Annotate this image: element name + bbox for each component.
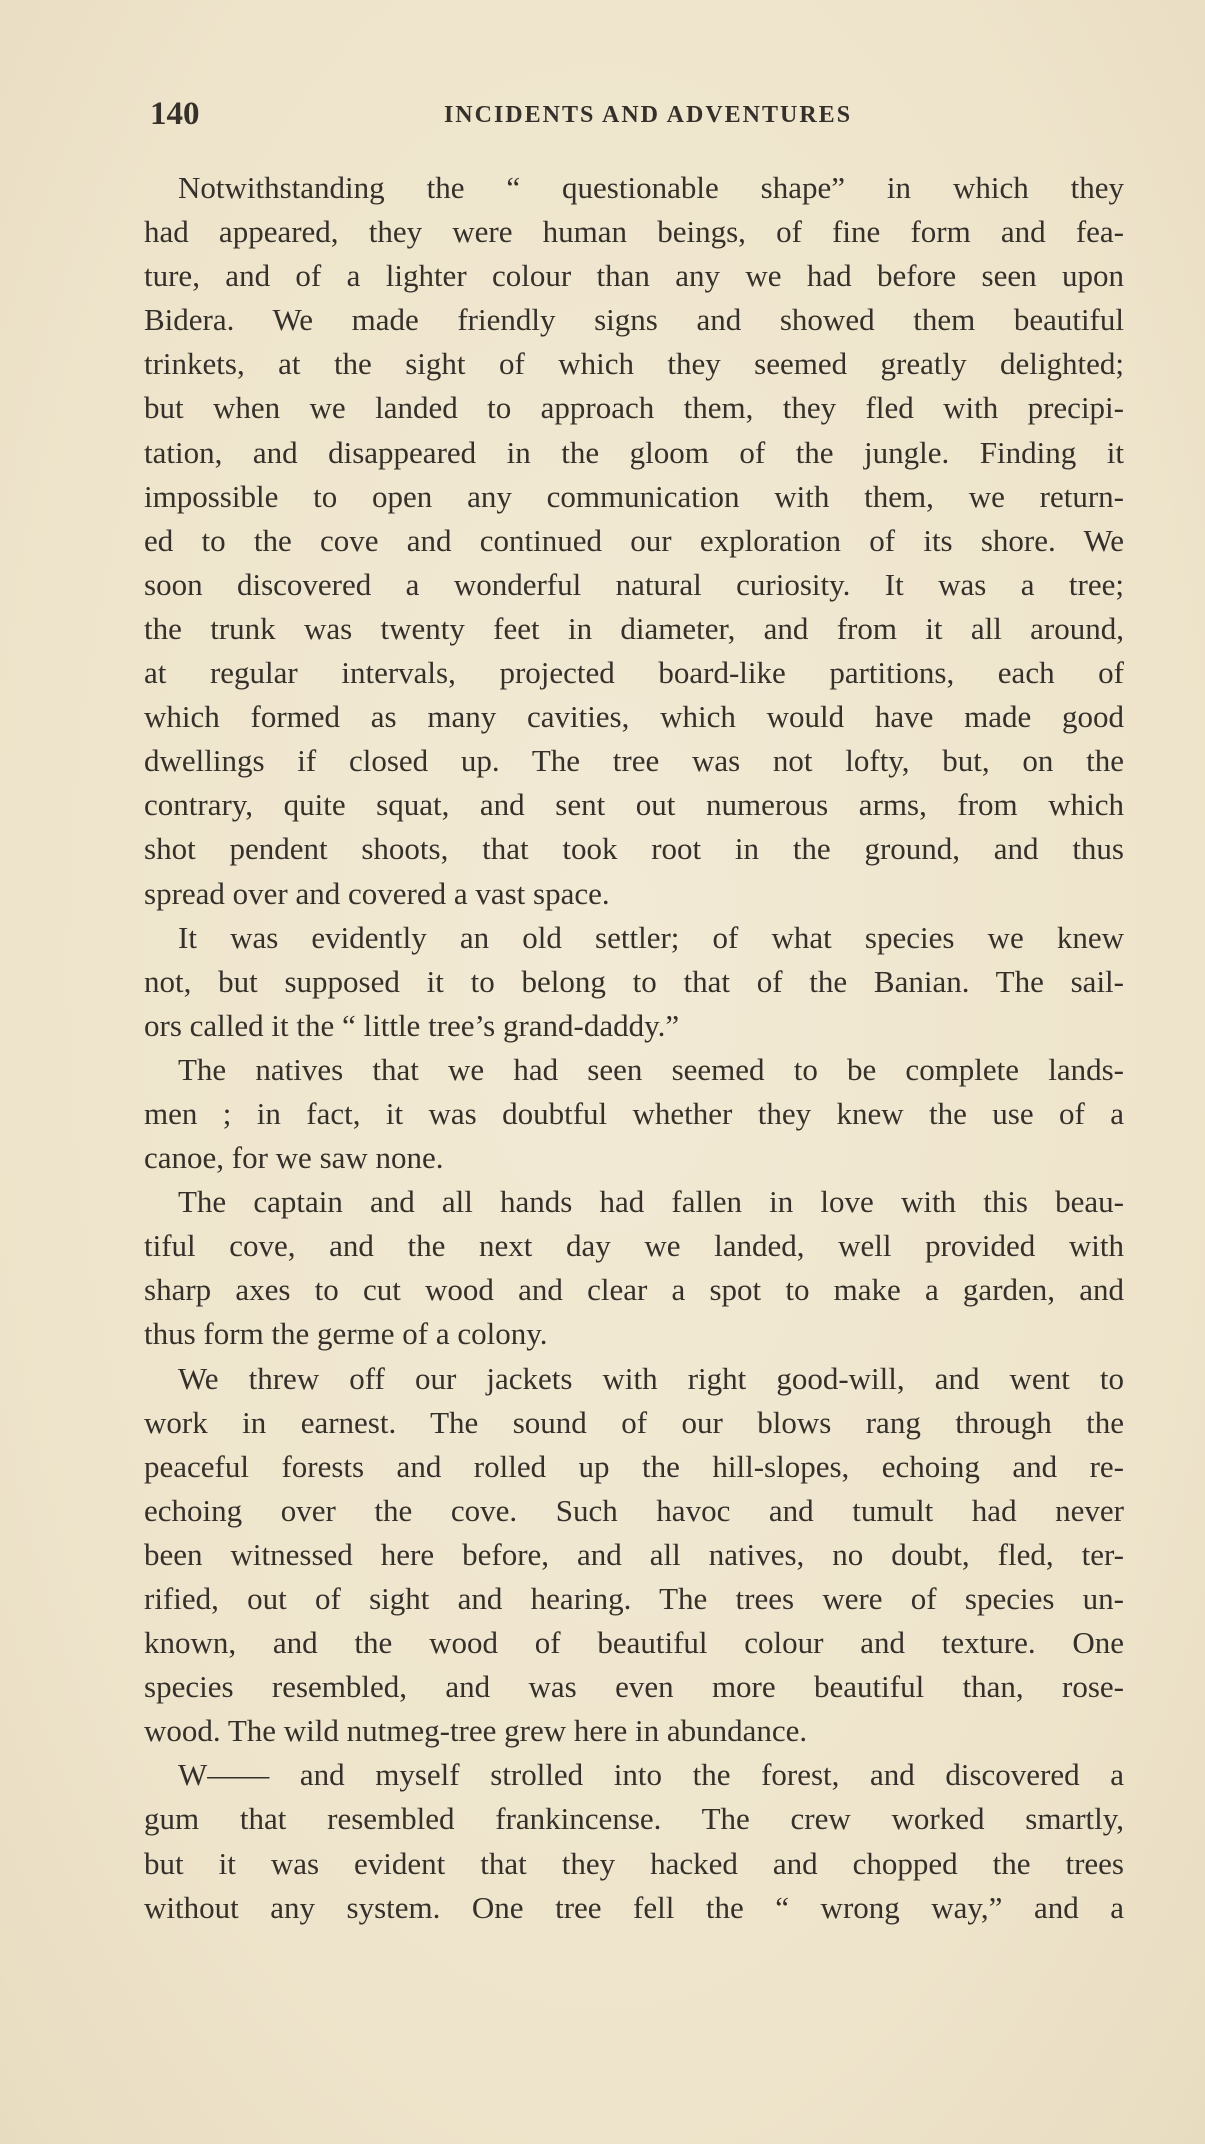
text-line bbox=[144, 1268, 1124, 1312]
text-line-content: without any system. One tree fell the “ wrong way,” and a bbox=[144, 1889, 1124, 1925]
text-line-content: shot pendent shoots, that took root in the ground, and thus bbox=[144, 831, 1124, 867]
page-number: 140 bbox=[150, 96, 200, 132]
text-line bbox=[144, 431, 1124, 475]
text-line-content: sharp axes to cut wood and clear a spot to make a garden, and bbox=[144, 1272, 1124, 1308]
text-line-content: echoing over the cove. Such havoc and tumult had never bbox=[144, 1492, 1124, 1528]
text-line bbox=[144, 1004, 1124, 1048]
text-line bbox=[144, 1621, 1124, 1665]
text-line bbox=[144, 210, 1124, 254]
text-line bbox=[144, 1665, 1124, 1709]
text-line-content: rified, out of sight and hearing. The trees were of species un- bbox=[144, 1581, 1124, 1616]
text-line bbox=[144, 475, 1124, 519]
text-line bbox=[144, 651, 1124, 695]
text-line-content: but when we landed to approach them, they fled with precipi- bbox=[144, 390, 1124, 426]
text-line-content: We threw off our jackets with right good-will, and went to bbox=[178, 1360, 1124, 1396]
text-line-content: ors called it the “ little tree’s grand-daddy.” bbox=[144, 1007, 680, 1043]
text-line-content: It was evidently an old settler; of what species we knew bbox=[178, 919, 1124, 955]
text-line bbox=[144, 1092, 1124, 1136]
text-line-content: tation, and disappeared in the gloom of the jungle. Finding it bbox=[144, 434, 1124, 470]
text-line bbox=[144, 1533, 1124, 1577]
text-line bbox=[144, 563, 1124, 607]
text-line bbox=[144, 960, 1124, 1004]
text-line-content: W—— and myself strolled into the forest, and discovered a bbox=[178, 1757, 1124, 1793]
text-line bbox=[144, 695, 1124, 739]
page-header bbox=[150, 96, 1126, 140]
text-line bbox=[144, 254, 1124, 298]
text-line bbox=[144, 1136, 1124, 1180]
text-line bbox=[144, 386, 1124, 430]
text-line bbox=[144, 1180, 1124, 1224]
text-line-content: soon discovered a wonderful natural curiosity. It was a tree; bbox=[144, 566, 1124, 602]
text-line bbox=[144, 342, 1124, 386]
text-line-content: the trunk was twenty feet in diameter, and from it all around, bbox=[144, 610, 1124, 646]
text-line-content: gum that resembled frankincense. The crew worked smartly, bbox=[144, 1801, 1124, 1837]
text-line-content: ture, and of a lighter colour than any we had before seen upon bbox=[144, 258, 1124, 294]
text-line bbox=[144, 298, 1124, 342]
text-line bbox=[144, 1797, 1124, 1841]
text-line-content: which formed as many cavities, which would have made good bbox=[144, 699, 1124, 735]
text-line bbox=[144, 607, 1124, 651]
text-line bbox=[144, 1489, 1124, 1533]
body-text bbox=[144, 166, 1124, 1930]
text-line bbox=[144, 1709, 1124, 1753]
text-line-content: canoe, for we saw none. bbox=[144, 1140, 444, 1176]
text-line bbox=[144, 1753, 1124, 1797]
text-line bbox=[144, 916, 1124, 960]
text-line-content: thus form the germe of a colony. bbox=[144, 1316, 548, 1352]
text-line-content: The captain and all hands had fallen in love with this beau- bbox=[178, 1184, 1124, 1220]
text-line bbox=[144, 1886, 1124, 1930]
text-line bbox=[144, 1842, 1124, 1886]
text-line-content: not, but supposed it to belong to that of the Banian. The sail- bbox=[144, 963, 1124, 999]
running-title: INCIDENTS AND ADVENTURES bbox=[443, 102, 853, 128]
text-line bbox=[144, 166, 1124, 210]
text-line-content: been witnessed here before, and all natives, no doubt, fled, ter- bbox=[144, 1536, 1124, 1572]
text-line-content: ed to the cove and continued our exploration of its shore. We bbox=[144, 522, 1124, 558]
text-line-content: at regular intervals, projected board-like partitions, each of bbox=[144, 655, 1124, 691]
text-line-content: had appeared, they were human beings, of fine form and fea- bbox=[144, 214, 1124, 250]
text-line bbox=[144, 1224, 1124, 1268]
text-line-content: The natives that we had seen seemed to be complete lands- bbox=[178, 1051, 1124, 1087]
text-line bbox=[144, 783, 1124, 827]
text-line bbox=[144, 1357, 1124, 1401]
text-line bbox=[144, 739, 1124, 783]
text-line bbox=[144, 827, 1124, 871]
text-line-content: contrary, quite squat, and sent out numerous arms, from which bbox=[144, 787, 1124, 823]
text-line-content: tiful cove, and the next day we landed, well provided with bbox=[144, 1228, 1124, 1264]
text-line-content: dwellings if closed up. The tree was not lofty, but, on the bbox=[144, 743, 1124, 779]
text-line-content: species resembled, and was even more beautiful than, rose- bbox=[144, 1669, 1124, 1705]
text-line-content: but it was evident that they hacked and chopped the trees bbox=[144, 1845, 1124, 1881]
text-line bbox=[144, 1401, 1124, 1445]
text-line bbox=[144, 872, 1124, 916]
text-line-content: spread over and covered a vast space. bbox=[144, 875, 610, 911]
text-line-content: impossible to open any communication with them, we return- bbox=[144, 478, 1124, 514]
text-line-content: Notwithstanding the “ questionable shape” in which they bbox=[178, 170, 1124, 205]
text-line bbox=[144, 1445, 1124, 1489]
text-line-content: peaceful forests and rolled up the hill-slopes, echoing and re- bbox=[144, 1448, 1124, 1484]
text-line bbox=[144, 519, 1124, 563]
text-line-content: known, and the wood of beautiful colour and texture. One bbox=[144, 1625, 1124, 1661]
text-line-content: work in earnest. The sound of our blows rang through the bbox=[144, 1404, 1124, 1440]
text-line bbox=[144, 1048, 1124, 1092]
text-line bbox=[144, 1577, 1124, 1621]
text-line-content: men ; in fact, it was doubtful whether they knew the use of a bbox=[144, 1095, 1124, 1131]
text-line bbox=[144, 1312, 1124, 1356]
text-line-content: wood. The wild nutmeg-tree grew here in abundance. bbox=[144, 1713, 808, 1749]
text-line-content: Bidera. We made friendly signs and showed them beautiful bbox=[144, 302, 1124, 338]
text-line-content: trinkets, at the sight of which they seemed greatly delighted; bbox=[144, 346, 1124, 382]
